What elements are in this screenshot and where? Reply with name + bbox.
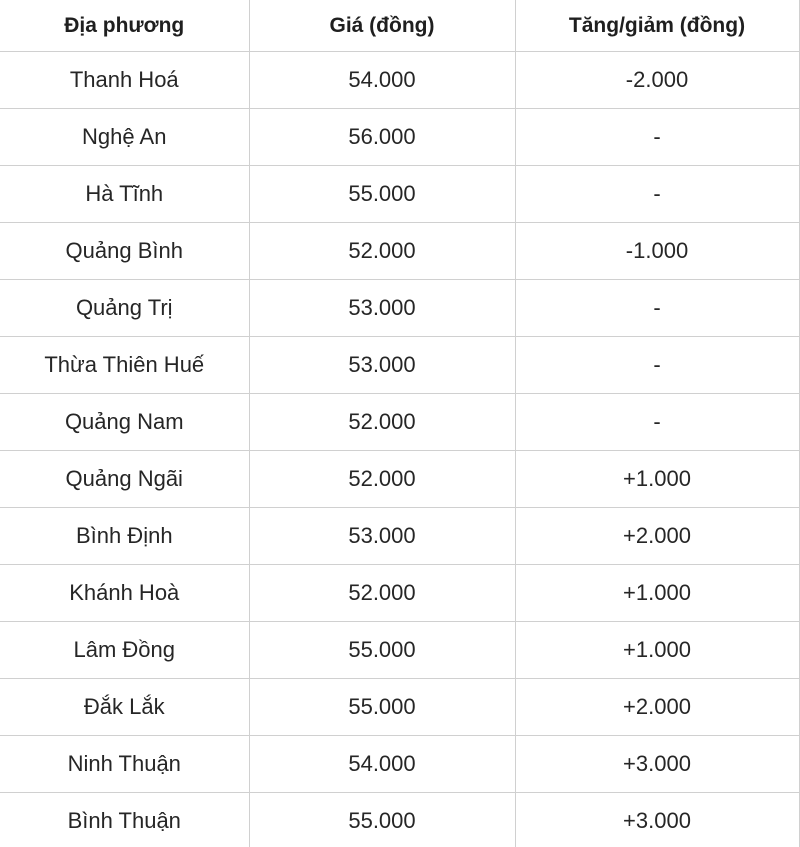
table-row xyxy=(0,280,799,337)
cell-change: - xyxy=(515,109,799,166)
cell-change: - xyxy=(515,394,799,451)
cell-change: +1.000 xyxy=(515,451,799,508)
cell-location: Thừa Thiên Huế xyxy=(0,337,249,394)
cell-change: - xyxy=(515,280,799,337)
cell-change: - xyxy=(515,337,799,394)
cell-price: 55.000 xyxy=(249,622,515,679)
table-row xyxy=(0,622,799,679)
table-row xyxy=(0,166,799,223)
table-row xyxy=(0,679,799,736)
cell-location: Bình Định xyxy=(0,508,249,565)
cell-price: 55.000 xyxy=(249,793,515,847)
cell-change: - xyxy=(515,166,799,223)
cell-change: +3.000 xyxy=(515,736,799,793)
cell-change: -2.000 xyxy=(515,52,799,109)
cell-price: 53.000 xyxy=(249,337,515,394)
cell-price: 52.000 xyxy=(249,451,515,508)
cell-change: +1.000 xyxy=(515,565,799,622)
cell-location: Bình Thuận xyxy=(0,793,249,847)
cell-location: Ninh Thuận xyxy=(0,736,249,793)
table-row xyxy=(0,337,799,394)
table-header-row xyxy=(0,0,799,52)
header-change: Tăng/giảm (đồng) xyxy=(515,0,799,52)
cell-change: +3.000 xyxy=(515,793,799,847)
cell-location: Khánh Hoà xyxy=(0,565,249,622)
cell-price: 54.000 xyxy=(249,736,515,793)
cell-price: 55.000 xyxy=(249,679,515,736)
cell-location: Đắk Lắk xyxy=(0,679,249,736)
cell-price: 52.000 xyxy=(249,565,515,622)
cell-location: Quảng Nam xyxy=(0,394,249,451)
header-location: Địa phương xyxy=(0,0,249,52)
cell-location: Lâm Đồng xyxy=(0,622,249,679)
table-row xyxy=(0,508,799,565)
cell-price: 52.000 xyxy=(249,394,515,451)
table-row xyxy=(0,793,799,847)
cell-price: 52.000 xyxy=(249,223,515,280)
cell-location: Quảng Bình xyxy=(0,223,249,280)
cell-location: Hà Tĩnh xyxy=(0,166,249,223)
table-body xyxy=(0,52,799,847)
table-row xyxy=(0,109,799,166)
cell-change: +2.000 xyxy=(515,508,799,565)
cell-location: Thanh Hoá xyxy=(0,52,249,109)
header-price: Giá (đồng) xyxy=(249,0,515,52)
cell-price: 53.000 xyxy=(249,280,515,337)
cell-change: +1.000 xyxy=(515,622,799,679)
cell-location: Quảng Ngãi xyxy=(0,451,249,508)
cell-price: 56.000 xyxy=(249,109,515,166)
table-row xyxy=(0,223,799,280)
table-row xyxy=(0,736,799,793)
cell-change: +2.000 xyxy=(515,679,799,736)
table-row xyxy=(0,52,799,109)
cell-change: -1.000 xyxy=(515,223,799,280)
cell-price: 54.000 xyxy=(249,52,515,109)
table-row xyxy=(0,394,799,451)
cell-location: Quảng Trị xyxy=(0,280,249,337)
cell-location: Nghệ An xyxy=(0,109,249,166)
cell-price: 55.000 xyxy=(249,166,515,223)
table-row xyxy=(0,565,799,622)
cell-price: 53.000 xyxy=(249,508,515,565)
table-row xyxy=(0,451,799,508)
